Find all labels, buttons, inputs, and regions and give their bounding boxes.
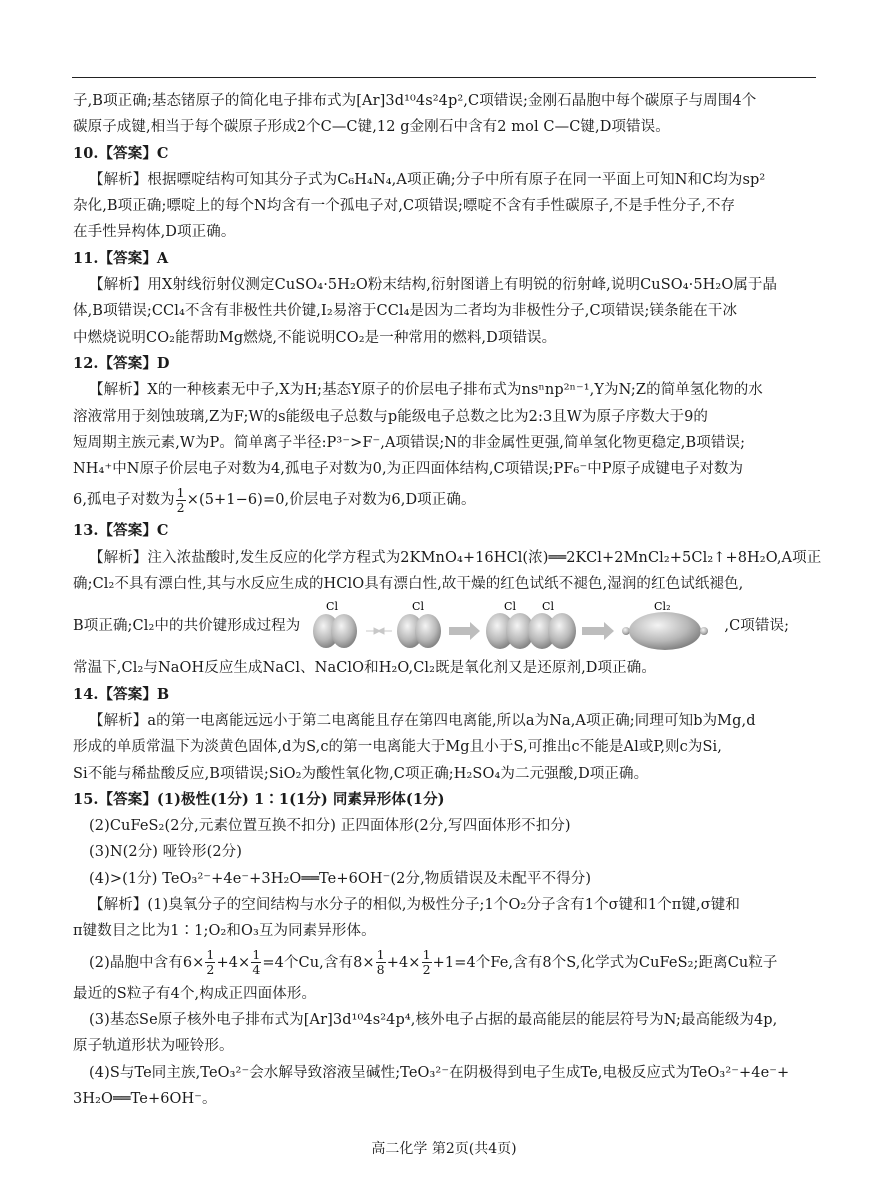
text-line: 确;Cl₂不具有漂白性,其与水反应生成的HClO具有漂白性,故干燥的红色试纸不褪色,湿润的红色试纸褪色,: [73, 576, 744, 593]
atom-label: Cl: [326, 600, 339, 614]
fraction-numerator: 1: [376, 947, 385, 963]
fraction-denominator: 2: [422, 962, 431, 978]
text-line: 子,B项正确;基态锗原子的简化电子排布式为[Ar]3d¹⁰4s²4p²,C项错误;金刚石晶胞中每个碳原子与周围4个: [73, 93, 757, 109]
text-line: 常温下,Cl₂与NaOH反应生成NaCl、NaClO和H₂O,Cl₂既是氧化剂又是还原剂,D项正确。: [73, 660, 656, 677]
text-line: 形成的单质常温下为淡黄色固体,d为S,c的第一电离能大于Mg且小于S,可推出c不能是Al或P,则c为Si,: [73, 739, 722, 756]
text-line: (4)>(1分) TeO₃²⁻+4e⁻+3H₂O══Te+6OH⁻(2分,物质错误及未配平不得分): [89, 870, 592, 887]
cl-atom-orbital: [397, 600, 441, 648]
text-line-with-fraction: [73, 482, 817, 518]
text-line: 原子轨道形状为哑铃形。: [73, 1038, 234, 1055]
text-segment: +4×: [216, 954, 251, 971]
text-line: 碳原子成键,相当于每个碳原子形成2个C—C键,12 g金刚石中含有2 mol C—C键,D项错误。: [73, 119, 670, 136]
text-segment: ,C项错误;: [724, 618, 790, 635]
text-line: 【解析】X的一种核素无中子,X为H;基态Y原子的价层电子排布式为nsⁿnp²ⁿ⁻¹,Y为N;Z的简单氢化物的水: [89, 382, 763, 399]
atom-label: Cl: [412, 600, 425, 614]
atom-label: Cl: [504, 600, 517, 614]
text-line: 溶液常用于刻蚀玻璃,Z为F;W的s能级电子总数与p能级电子总数之比为2:3且W为原子序数大于9的: [73, 408, 709, 425]
text-line: Si不能与稀盐酸反应,B项错误;SiO₂为酸性氧化物,C项正确;H₂SO₄为二元强酸,D项正确。: [73, 765, 649, 782]
text-line: NH₄⁺中N原子价层电子对数为4,孤电子对数为0,为正四面体结构,C项错误;PF₆⁻中P原子成键电子对数为: [73, 461, 744, 478]
text-line: 【解析】根据嘌啶结构可知其分子式为C₆H₄N₄,A项正确;分子中所有原子在同一平面上可知N和C均为sp²: [89, 171, 766, 188]
fraction-numerator: 1: [206, 947, 215, 963]
fraction-numerator: 1: [422, 947, 431, 963]
text-line: 【解析】a的第一电离能远远小于第二电离能且存在第四电离能,所以a为Na,A项正确;同理可知b为Mg,d: [89, 712, 756, 729]
fraction-denominator: 4: [252, 962, 261, 978]
text-line: 最近的S粒子有4个,构成正四面体形。: [73, 985, 317, 1002]
text-line: 【解析】注入浓盐酸时,发生反应的化学方程式为2KMnO₄+16HCl(浓)══2KCl+2MnCl₂+5Cl₂↑+8H₂O,A项正: [89, 549, 822, 566]
fraction-denominator: 8: [376, 962, 385, 978]
molecule-label: Cl₂: [654, 600, 672, 614]
orbital-overlap-diagram: [304, 599, 720, 653]
fraction-numerator: 1: [252, 947, 261, 963]
fraction-half: [205, 948, 215, 977]
text-line: 【解析】用X射线衍射仪测定CuSO₄·5H₂O粉末结构,衍射图谱上有明锐的衍射峰,说明CuSO₄·5H₂O属于晶: [89, 277, 778, 294]
text-line: π键数目之比为1∶1;O₂和O₃互为同素异形体。: [73, 923, 376, 940]
fraction-numerator: 1: [176, 484, 185, 500]
answer-page: [73, 88, 822, 1112]
atom-label: Cl: [542, 600, 555, 614]
page-footer: 高二化学 第2页(共4页): [371, 1141, 517, 1157]
text-line: (4)S与Te同主族,TeO₃²⁻会水解导致溶液呈碱性;TeO₃²⁻在阴极得到电子生成Te,电极反应式为TeO₃²⁻+4e⁻+: [89, 1064, 790, 1081]
answer-heading-14: 14.【答案】B: [73, 685, 170, 703]
answer-heading-10: 10.【答案】C: [73, 144, 169, 162]
text-line: (3)基态Se原子核外电子排布式为[Ar]3d¹⁰4s²4p⁴,核外电子占据的最高能层的能层符号为N;最高能级为4p,: [89, 1011, 778, 1028]
header-rule: [72, 77, 816, 78]
fraction-denominator: 2: [176, 499, 185, 515]
cl2-molecule-orbital: [622, 600, 708, 650]
text-line-with-figure: [73, 599, 817, 653]
text-line-with-fraction: [73, 945, 817, 981]
text-segment: ×(5+1−6)=0,价层电子对数为6,D项正确。: [186, 492, 476, 509]
answer-heading-15: 15.【答案】(1)极性(1分) 1∶1(1分) 同素异形体(1分): [73, 790, 445, 808]
text-line: 中燃烧说明CO₂能帮助Mg燃烧,不能说明CO₂是一种常用的燃料,D项错误。: [73, 329, 557, 346]
answer-heading-12: 12.【答案】D: [73, 354, 170, 372]
text-segment: B项正确;Cl₂中的共价键形成过程为: [73, 618, 301, 635]
text-line: (2)CuFeS₂(2分,元素位置互换不扣分) 正四面体形(2分,写四面体形不扣分): [89, 818, 571, 835]
text-line: 【解析】(1)臭氧分子的空间结构与水分子的相似,为极性分子;1个O₂分子含有1个σ键和1个π键,σ键和: [89, 897, 740, 914]
answer-heading-13: 13.【答案】C: [73, 522, 169, 540]
text-line: 短周期主族元素,W为P。简单离子半径:P³⁻>F⁻,A项错误;N的非金属性更强,简单氢化物更稳定,B项错误;: [73, 434, 746, 451]
arrow-icon: [449, 622, 480, 640]
overlapping-orbitals: [486, 600, 576, 649]
fraction-eighth: [376, 948, 386, 977]
arrow-icon: [378, 628, 392, 634]
text-segment: (2)晶胞中含有6×: [89, 954, 205, 971]
fraction-half: [422, 948, 432, 977]
arrow-icon: [582, 622, 614, 640]
cl-atom-orbital: [313, 600, 357, 648]
text-line: 杂化,B项正确;嘌啶上的每个N均含有一个孤电子对,C项错误;嘌啶不含有手性碳原子,不是手性分子,不存: [73, 198, 736, 215]
text-segment: =4个Cu,含有8×: [262, 954, 375, 971]
text-segment: +1=4个Fe,含有8个S,化学式为CuFeS₂;距离Cu粒子: [432, 954, 778, 971]
fraction-quarter: [251, 948, 261, 977]
text-line: (3)N(2分) 哑铃形(2分): [89, 844, 243, 861]
text-line: 在手性异构体,D项正确。: [73, 224, 236, 241]
answer-heading-11: 11.【答案】A: [73, 249, 169, 267]
text-segment: +4×: [386, 954, 421, 971]
fraction-denominator: 2: [206, 962, 215, 978]
text-segment: 6,孤电子对数为: [73, 492, 175, 509]
text-line: 3H₂O══Te+6OH⁻。: [73, 1090, 217, 1107]
text-line: 体,B项错误;CCl₄不含有非极性共价键,I₂易溶于CCl₄是因为二者均为非极性分子,C项错误;镁条能在干冰: [73, 303, 738, 320]
fraction-half: [176, 486, 186, 515]
